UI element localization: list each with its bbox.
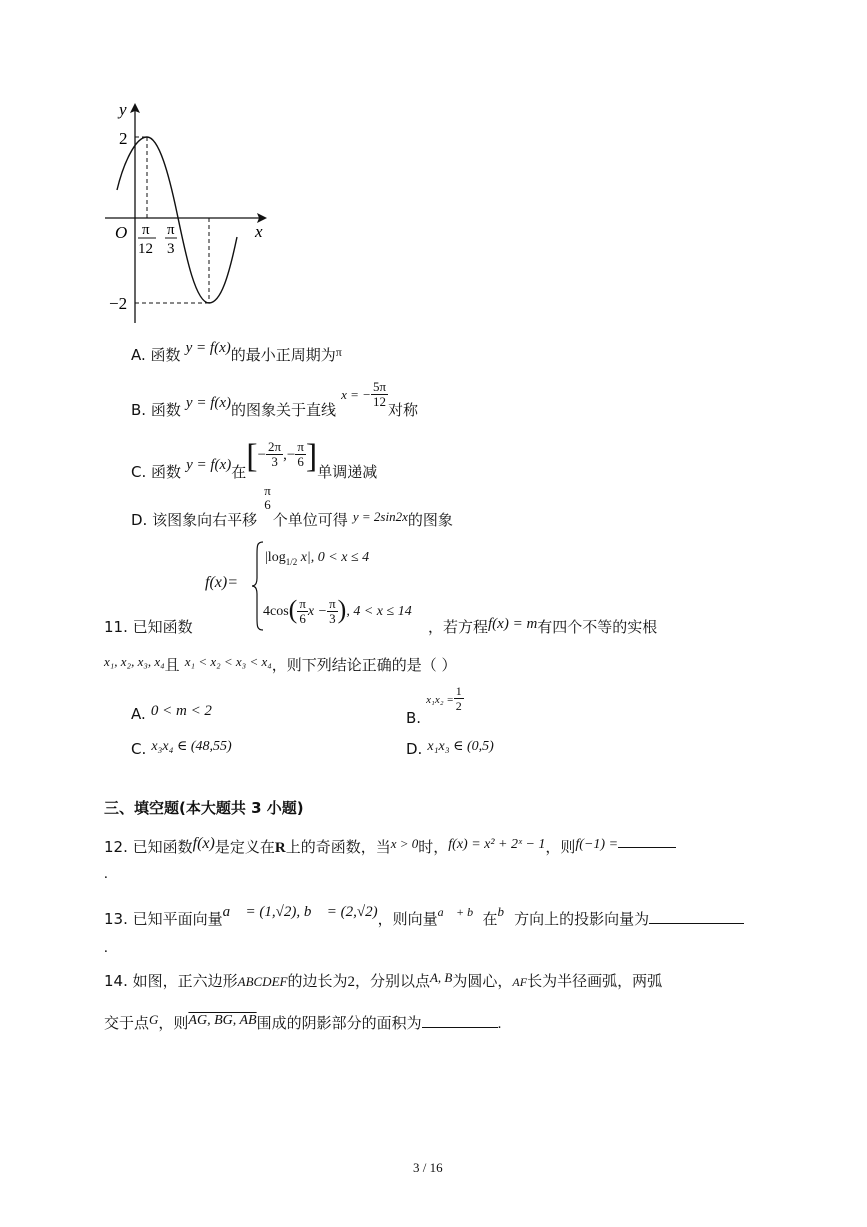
x-tick-pi3-den: 3 (167, 241, 175, 257)
y-axis-label: y (119, 100, 127, 119)
option-c-tail: 单调递减 (317, 463, 378, 481)
q11-option-c[interactable]: C. x₃x₄ ∈ (48,55) (131, 739, 232, 758)
y-tick-neg2: −2 (109, 294, 128, 313)
q11-case2: 4cos( $\frac{\pi}{6}$ x − $\frac{\pi}{3}$ ), 4 < x ≤ 14 (263, 595, 412, 627)
q10-option-d[interactable] (131, 483, 453, 529)
option-c-func: y = f(x) (186, 457, 232, 473)
q13-answer-blank[interactable] (649, 909, 744, 924)
q11-option-a[interactable]: A. 0 < m < 2 (131, 703, 212, 723)
q10-option-b[interactable] (131, 379, 419, 419)
option-b-prefix: B. 函数 (131, 401, 181, 419)
q12-trailing-dot: . (104, 866, 108, 882)
q14-arcs: AG, BG, AB (188, 1013, 257, 1028)
option-c-sep: ,− (283, 447, 296, 463)
q11-line1 (104, 616, 193, 637)
q10-option-a[interactable] (131, 340, 342, 365)
option-c-minus1: − (257, 447, 267, 463)
x-tick-pi3-num: π (167, 222, 175, 238)
option-b-text: 的图象关于直线 (231, 401, 337, 419)
option-a-func: y = f(x) (185, 340, 231, 356)
option-a-value: π (335, 345, 342, 359)
option-a-prefix: A. 函数 (131, 346, 181, 364)
q12-definition: f(x) = x² + 2ˣ − 1 (448, 837, 546, 852)
q11-line1-right: ，若方程f(x) = m有四个不等的实根 (428, 616, 658, 636)
y-tick-2: 2 (119, 129, 128, 148)
section-3-heading: 三、填空题(本大题共 3 小题) (104, 799, 304, 817)
origin-label: O (115, 223, 128, 242)
q11-number: 11. 已知函数 (104, 618, 193, 636)
option-d-func: y = 2sin2x (352, 508, 408, 524)
sine-graph (95, 95, 285, 335)
q11-fx: f(x)= (205, 574, 238, 591)
option-b-func: y = f(x) (185, 395, 232, 411)
q13-line: 13. 已知平面向量a⃗ = (1,√2), b⃗ = (2,√2)，则向量a⃗ + b⃗在b⃗方向上的投影向量为 (104, 900, 744, 921)
option-d-prefix: D. 该图象向右平移 (131, 510, 258, 529)
q12-answer-blank[interactable] (618, 833, 676, 848)
q11-option-d[interactable]: D. x₁x₃ ∈ (0,5) (406, 739, 494, 758)
q13-vectors: a⃗ = (1,√2), b⃗ = (2,√2) (222, 904, 378, 920)
option-d-text: 个单位可得 (272, 510, 348, 529)
q11-case1: $|\log_{1/2}$ x|, 0 < x ≤ 4 (265, 550, 370, 567)
option-b-tail: 对称 (388, 401, 419, 419)
option-c-interval-close: ] (305, 438, 318, 475)
q14-answer-blank[interactable] (422, 1013, 498, 1028)
x-tick-pi12-den: 12 (138, 241, 153, 257)
q13-trailing-dot: . (104, 940, 108, 956)
page-number: 3 / 16 (413, 1160, 443, 1175)
q11-equation: f(x) = m (488, 616, 538, 632)
x-axis-label: x (255, 222, 263, 241)
option-c-frac-a: $\frac{2\pi}{3}$ (268, 439, 282, 469)
option-a-text: 的最小正周期为 (230, 346, 336, 364)
q11-line2: x₁, x₂, x₃, x₄且 x₁ < x₂ < x₃ < x₄，则下列结论正确的是（ ） (104, 654, 457, 674)
q14-line1: 14. 如图，正六边形ABCDEF的边长为2，分别以点$^{A, B}$为圆心，AF长为半径画弧，两弧 (104, 970, 663, 990)
option-b-eq: x = − (341, 387, 371, 402)
q12-fx: f(x) (192, 835, 215, 852)
option-c-prefix: C. 函数 (131, 463, 182, 481)
option-b-frac: $\frac{5\pi}{12}$ (372, 379, 387, 409)
q11-option-b[interactable]: B. x₁x₂ = $\frac{1}{2}$ (406, 684, 462, 727)
q11-piecewise (205, 540, 445, 632)
q14-line2: 交于点G，则AG, BG, AB围成的阴影部分的面积为 . (104, 1012, 502, 1032)
option-d-frac: π 6 (264, 483, 271, 512)
option-c-frac-b: $\frac{\pi}{6}$ (297, 439, 304, 469)
option-c-interval-open: [ (246, 438, 258, 475)
option-c-text: 在 (231, 463, 247, 481)
q10-option-c[interactable] (131, 430, 378, 481)
option-d-tail: 的图象 (407, 510, 453, 529)
x-tick-pi12-num: π (142, 222, 150, 238)
q12-line: 12. 已知函数f(x)是定义在R上的奇函数，当x > 0时，f(x) = x² + 2ˣ − 1，则f(−1) = (104, 832, 676, 853)
